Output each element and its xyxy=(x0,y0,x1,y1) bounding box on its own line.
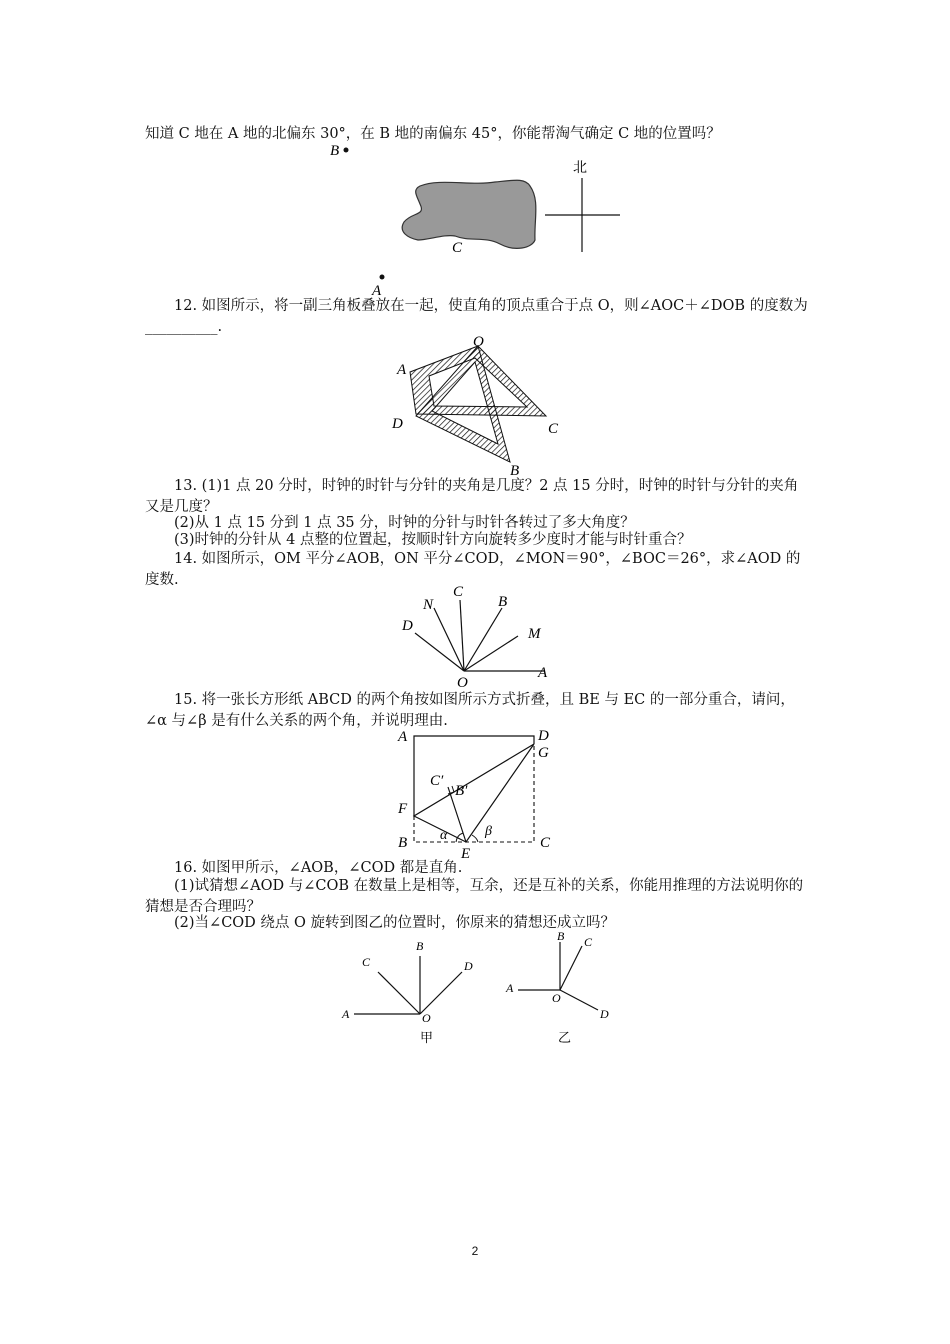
q14-text: 14. 如图所示，OM 平分∠AOB，ON 平分∠COD，∠MON＝90°，∠BOC＝26°，求∠AOD 的度数. xyxy=(145,551,801,588)
label-o: O xyxy=(473,334,484,350)
figure-16-jia xyxy=(336,938,486,1048)
beta-arc xyxy=(472,835,478,842)
lake-region xyxy=(402,180,536,248)
label-b: B xyxy=(330,143,340,159)
triangle-ruler-30 xyxy=(416,346,510,462)
ray-on xyxy=(434,608,464,671)
label-b: B xyxy=(510,463,520,479)
label-g: G xyxy=(538,745,549,761)
ray-od xyxy=(415,633,464,671)
q12-text: 12. 如图所示，将一副三角板叠放在一起，使直角的顶点重合于点 O，则∠AOC＋∠DOB 的度数为__________. xyxy=(145,298,808,335)
label-o: O xyxy=(552,991,561,1005)
figure-14-rays xyxy=(390,578,560,690)
caption-yi: 乙 xyxy=(558,1031,572,1046)
label-a: A xyxy=(372,283,382,299)
point-a-dot xyxy=(380,275,385,280)
caption-jia: 甲 xyxy=(420,1031,434,1046)
label-a: A xyxy=(397,362,407,378)
rectangle-dashed-edges xyxy=(414,744,534,842)
label-d: D xyxy=(464,959,473,973)
point-b-dot xyxy=(344,148,349,153)
label-n: N xyxy=(423,597,434,613)
label-a: A xyxy=(538,665,548,681)
label-b-prime: B′ xyxy=(455,783,468,799)
label-beta: β xyxy=(485,824,492,839)
q13-part3: (3)时钟的分针从 4 点整的位置起，按顺时针方向旋转多少度时才能与时针重合？ xyxy=(174,532,692,548)
label-alpha: α xyxy=(440,828,448,843)
label-a: A xyxy=(398,729,408,745)
label-b: B xyxy=(416,939,424,953)
label-o: O xyxy=(422,1011,431,1025)
label-f: F xyxy=(398,801,408,817)
label-m: M xyxy=(528,626,541,642)
label-a: A xyxy=(342,1007,350,1021)
ray-ob xyxy=(464,608,502,671)
q16-intro: 16. 如图甲所示，∠AOB，∠COD 都是直角. xyxy=(174,860,463,876)
label-c: C xyxy=(452,240,463,256)
q13-part2: (2)从 1 点 15 分到 1 点 35 分，时钟的分针与时针各转过了多大角度？ xyxy=(174,515,635,531)
q16-part2: (2)当∠COD 绕点 O 旋转到图乙的位置时，你原来的猜想还成立吗？ xyxy=(174,915,616,931)
ray-om xyxy=(464,636,518,671)
label-b: B xyxy=(498,594,508,610)
figure-15-folded-paper xyxy=(392,726,564,860)
label-a: A xyxy=(506,981,514,995)
label-b: B xyxy=(557,929,565,943)
label-c: C xyxy=(548,421,559,437)
page-number: 2 xyxy=(471,1244,479,1258)
label-c: C xyxy=(584,935,593,949)
q13-part1: 13. (1)1 点 20 分时，时钟的时针与分针的夹角是几度？2 点 15 分时，时钟的时针与分针的夹角又是几度？ xyxy=(145,478,799,515)
ray-oc xyxy=(378,972,420,1014)
label-c-prime: C′ xyxy=(430,773,444,789)
q16-part1: (1)试猜想∠AOD 与∠COB 在数量上是相等，互余，还是互补的关系，你能用推理的方法说明你的猜想是否合理吗？ xyxy=(145,878,804,915)
figure-11-map xyxy=(320,140,640,300)
figure-12-triangles xyxy=(380,332,580,480)
figure-16-yi xyxy=(500,928,630,1048)
label-d: D xyxy=(538,728,549,744)
alpha-arc xyxy=(456,833,463,842)
label-b: B xyxy=(398,835,408,851)
label-d: D xyxy=(402,618,413,634)
label-north: 北 xyxy=(573,160,587,176)
ray-oc xyxy=(460,600,464,671)
ray-od xyxy=(560,990,598,1010)
q15-text: 15. 将一张长方形纸 ABCD 的两个角按如图所示方式折叠，且 BE 与 EC 的一部分重合，请问，∠α 与∠β 是有什么关系的两个角，并说明理由. xyxy=(145,692,795,729)
q11-text: 知道 C 地在 A 地的北偏东 30°，在 B 地的南偏东 45°，你能帮淘气确定 C 地的位置吗？ xyxy=(145,126,721,142)
label-c: C xyxy=(540,835,551,851)
label-c: C xyxy=(453,584,464,600)
fold-lines xyxy=(414,744,534,842)
label-c: C xyxy=(362,955,371,969)
ray-oc xyxy=(560,946,582,990)
label-e: E xyxy=(461,846,471,860)
label-d: D xyxy=(392,416,403,432)
label-d: D xyxy=(600,1007,609,1021)
ray-od xyxy=(420,972,462,1014)
label-o: O xyxy=(457,675,468,690)
